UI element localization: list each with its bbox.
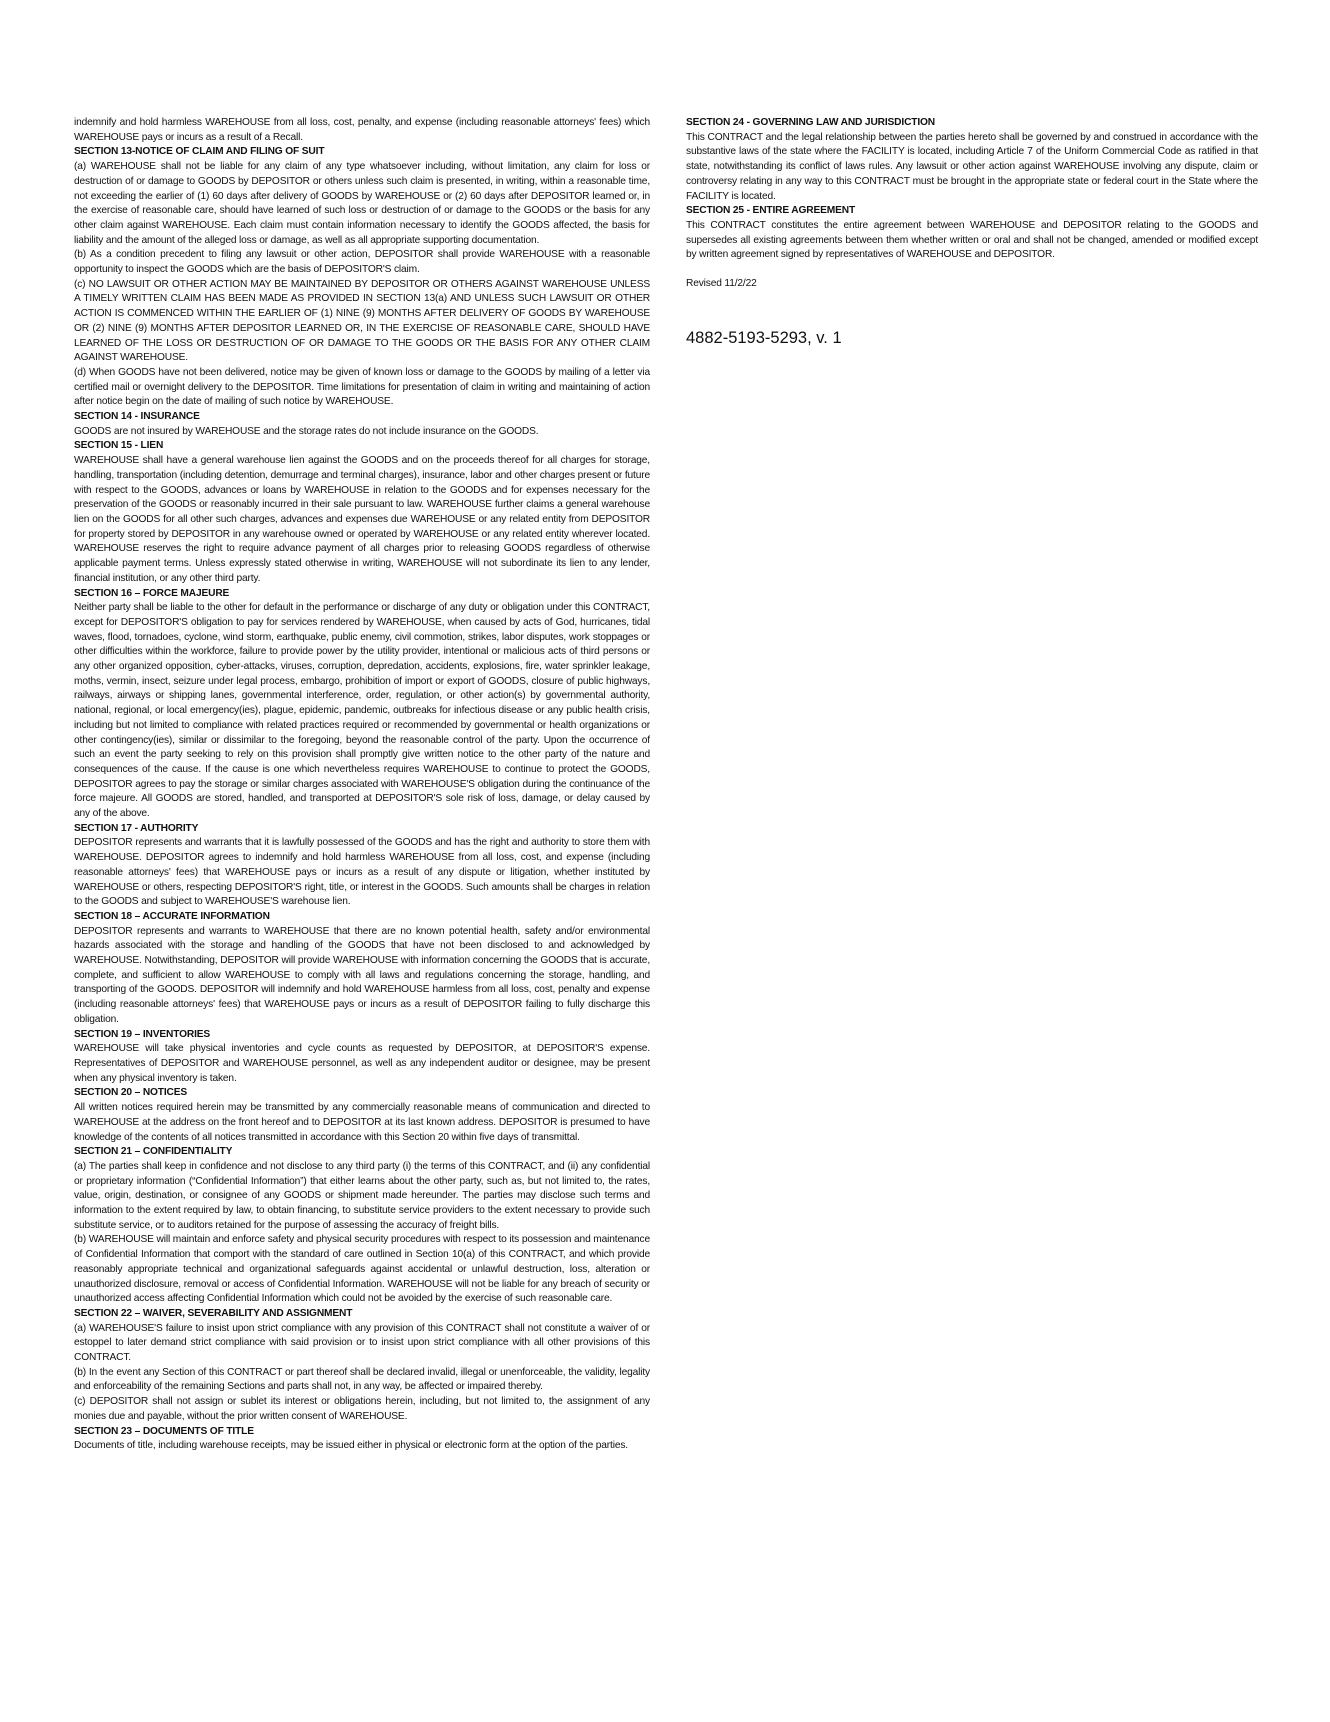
paragraph: Documents of title, including warehouse receipts, may be issued either in physical or electronic form at the option of the parties.: [74, 1440, 628, 1452]
paragraph: (a) WAREHOUSE'S failure to insist upon strict compliance with any provision of this CONTRACT shall not constitute a waiver of or estoppel to later demand strict compliance with said provision or to insist upon strict compliance with all other provisions of this CONTRACT.: [74, 1322, 650, 1364]
section-heading: SECTION 17 - AUTHORITY: [74, 822, 199, 834]
right-column: [686, 116, 1258, 348]
section-heading: SECTION 21 – CONFIDENTIALITY: [74, 1146, 233, 1158]
paragraph: This CONTRACT constitutes the entire agreement between WAREHOUSE and DEPOSITOR relating to the GOODS and supersedes all existing agreements between them whether written or oral and shall not be changed, amended or modified except by written agreement signed by representatives of WAREHOUSE and DEPOSITOR.: [686, 219, 1258, 261]
section-heading: SECTION 23 – DOCUMENTS OF TITLE: [74, 1425, 254, 1437]
section-heading: SECTION 16 – FORCE MAJEURE: [74, 587, 230, 599]
section-heading: SECTION 15 - LIEN: [74, 440, 164, 452]
paragraph: (b) In the event any Section of this CONTRACT or part thereof shall be declared invalid, illegal or unenforceable, the validity, legality and enforceability of the remaining Sections and parts shall not, in any way, be affected or impaired thereby.: [74, 1366, 650, 1393]
paragraph: Neither party shall be liable to the other for default in the performance or discharge of any duty or obligation under this CONTRACT, except for DEPOSITOR'S obligation to pay for services rendered by WAREHOUSE, when caused by acts of God, hurricanes, tidal waves, flood, tornadoes, cyclone, wind storm, earthquake, public enemy, civil commotion, strikes, labor disputes, work stoppages or other difficulties within the workforce, failure to provide power by the utility provider, intentional or malicious acts of third persons or any other organized opposition, cyber-attacks, viruses, corruption, depredation, accidents, explosions, fire, water sprinkler leakage, moths, vermin, insect, seizure under legal process, embargo, prohibition of import or export of GOODS, closure of public highways, railways, airways or shipping lanes, governmental interference, order, regulation, or other action(s) by governmental authority, national, regional, or local emergency(ies), plague, epidemic, pandemic, outbreaks for infectious disease or any public health crisis, including but not limited to compliance with related practices required or recommended by governmental or health organizations or other contingency(ies), similar or dissimilar to the foregoing, beyond the reasonable control of the party. Upon the occurrence of such an event the party seeking to rely on this provision shall promptly give written notice to the other party of the nature and consequences of the cause. If the cause is one which nevertheless requires WAREHOUSE to continue to protect the GOODS, DEPOSITOR agrees to pay the storage or similar charges associated with WAREHOUSE'S obligation during the continuance of the force majeure. All GOODS are stored, handled, and transported at DEPOSITOR'S sole risk of loss, damage, or delay caused by any of the above.: [74, 602, 650, 820]
right-sections: [686, 116, 1258, 263]
paragraph: (b) WAREHOUSE will maintain and enforce safety and physical security procedures with respect to its possession and maintenance of Confidential Information that comport with the standard of care outlined in Section 10(a) of this CONTRACT, and which provide reasonably appropriate technical and organizational safeguards against accidental or unlawful destruction, loss, alteration or unauthorized disclosure, removal or access of Confidential Information. WAREHOUSE will not be liable for any breach of security or unauthorized access affecting Confidential Information which could not be avoided by the exercise of such reasonable care.: [74, 1234, 650, 1305]
paragraph: (a) WAREHOUSE shall not be liable for any claim of any type whatsoever including, without limitation, any claim for loss or destruction of or damage to GOODS by DEPOSITOR or others unless such claim is presented, in writing, within a reasonable time, not exceeding the earlier of (1) 60 days after delivery of GOODS by WAREHOUSE or (2) 60 days after DEPOSITOR learned or, in the exercise of reasonable care, should have learned of such loss or destruction of or damage to the GOODS or the basis for any other claim against WAREHOUSE. Each claim must contain information necessary to identify the GOODS affected, the basis for liability and the amount of the alleged loss or damage, as well as all appropriate supporting documentation.: [74, 161, 650, 246]
document-id: 4882-5193-5293, v. 1: [686, 328, 842, 347]
paragraph: (d) When GOODS have not been delivered, notice may be given of known loss or damage to the GOODS by mailing of a letter via certified mail or overnight delivery to the DEPOSITOR. Time limitations for presentation of claim in writing and maintaining of action after notice begin on the date of mailing of such notice by WAREHOUSE.: [74, 366, 650, 408]
section-heading: SECTION 24 - GOVERNING LAW AND JURISDICTION: [686, 117, 936, 128]
paragraph: (a) The parties shall keep in confidence and not disclose to any third party (i) the terms of this CONTRACT, and (ii) any confidential or proprietary information (“Confidential Information”) that either learns about the other party, such as, but not limited to, the rates, value, origin, destination, or consignee of any GOODS or shipment made hereunder. The parties may disclose such terms and information to the extent required by law, to obtain financing, to substitute service providers to the extent necessary to provide such substitute service, or to auditors retained for the purpose of assessing the accuracy of freight bills.: [74, 1160, 650, 1231]
revised-date: Revised 11/2/22: [686, 278, 757, 290]
paragraph: (c) NO LAWSUIT OR OTHER ACTION MAY BE MAINTAINED BY DEPOSITOR OR OTHERS AGAINST WAREHOUSE UNLESS A TIMELY WRITTEN CLAIM HAS BEEN MADE AS PROVIDED IN SECTION 13(a) AND UNLESS SUCH LAWSUIT OR OTHER ACTION IS COMMENCED WITHIN THE EARLIER OF (1) NINE (9) MONTHS AFTER DELIVERY OF GOODS BY WAREHOUSE OR (2) NINE (9) MONTHS AFTER DEPOSITOR LEARNED OR, IN THE EXERCISE OF REASONABLE CARE, SHOULD HAVE LEARNED OF THE LOSS OR DESTRUCTION OF OR DAMAGE TO THE GOODS OR THE BASIS FOR ANY OTHER CLAIM AGAINST WAREHOUSE.: [74, 278, 650, 364]
paragraph: This CONTRACT and the legal relationship between the parties hereto shall be governed by and construed in accordance with the substantive laws of the state where the FACILITY is located, including Article 7 of the Uniform Commercial Code as ratified in that state, notwithstanding its conflict of laws rules. Any lawsuit or other action against WAREHOUSE involving any dispute, claim or controversy relating in any way to this CONTRACT must be brought in the appropriate state or federal court in the State where the FACILITY is located.: [686, 131, 1258, 202]
paragraph: indemnify and hold harmless WAREHOUSE from all loss, cost, penalty, and expense (including reasonable attorneys' fees) which WAREHOUSE pays or incurs as a result of a Recall.: [74, 117, 650, 143]
paragraph: (c) DEPOSITOR shall not assign or sublet its interest or obligations herein, including, but not limited to, the assignment of any monies due and payable, without the prior written consent of WAREHOUSE.: [74, 1396, 650, 1422]
paragraph: DEPOSITOR represents and warrants that it is lawfully possessed of the GOODS and has the right and authority to store them with WAREHOUSE. DEPOSITOR agrees to indemnify and hold harmless WAREHOUSE from all loss, cost, and expense (including reasonable attorneys' fees) that WAREHOUSE pays or incurs as a result of any dispute or litigation, whether instituted by WAREHOUSE or others, respecting DEPOSITOR'S right, title, or interest in the GOODS. Such amounts shall be charges in relation to the GOODS and subject to WAREHOUSE'S warehouse lien.: [74, 837, 650, 908]
paragraph: DEPOSITOR represents and warrants to WAREHOUSE that there are no known potential health, safety and/or environmental hazards associated with the storage and handling of the GOODS that have not been disclosed to and acknowledged by WAREHOUSE. Notwithstanding, DEPOSITOR will provide WAREHOUSE with information concerning the GOODS that is accurate, complete, and sufficient to allow WAREHOUSE to comply with all laws and regulations concerning the storage, handling, and transporting of the GOODS. DEPOSITOR will indemnify and hold WAREHOUSE harmless from all loss, cost, penalty and expense (including reasonable attorneys' fees) that WAREHOUSE pays or incurs as a result of DEPOSITOR failing to fully discharge this obligation.: [74, 925, 650, 1025]
paragraph: GOODS are not insured by WAREHOUSE and the storage rates do not include insurance on the GOODS.: [74, 425, 539, 437]
paragraph: WAREHOUSE will take physical inventories and cycle counts as requested by DEPOSITOR, at DEPOSITOR'S expense. Representatives of DEPOSITOR and WAREHOUSE personnel, as well as any independent auditor or designee, may be present when any physical inventory is taken.: [74, 1043, 650, 1084]
paragraph: All written notices required herein may be transmitted by any commercially reasonable means of communication and directed to WAREHOUSE at the address on the front hereof and to DEPOSITOR at its last known address. DEPOSITOR is presumed to have knowledge of the contents of all notices transmitted in accordance with this Section 20 within five days of transmittal.: [74, 1102, 650, 1143]
section-heading: SECTION 20 – NOTICES: [74, 1087, 188, 1099]
section-heading: SECTION 25 - ENTIRE AGREEMENT: [686, 205, 856, 217]
section-heading: SECTION 22 – WAIVER, SEVERABILITY AND ASSIGNMENT: [74, 1307, 353, 1319]
section-heading: SECTION 18 – ACCURATE INFORMATION: [74, 910, 270, 922]
paragraph: WAREHOUSE shall have a general warehouse lien against the GOODS and on the proceeds thereof for all charges for storage, handling, transportation (including detention, demurrage and terminal charges), insurance, labor and other charges present or future with respect to the GOODS, advances or loans by WAREHOUSE in relation to the GOODS and for expenses necessary for the preservation of the GOODS or reasonably incurred in their sale pursuant to law. WAREHOUSE further claims a general warehouse lien on the GOODS for all other such charges, advances and expenses due WAREHOUSE or any related entity from DEPOSITOR for property stored by DEPOSITOR in any warehouse owned or operated by WAREHOUSE or any related entity wherever located. WAREHOUSE reserves the right to require advance payment of all charges prior to releasing GOODS regardless of otherwise applicable payment terms. Unless expressly stated otherwise in writing, WAREHOUSE will not subordinate its lien to any lender, financial institution, or any other third party.: [74, 455, 650, 584]
left-column: [74, 116, 650, 1454]
paragraph: (b) As a condition precedent to filing any lawsuit or other action, DEPOSITOR shall provide WAREHOUSE with a reasonable opportunity to inspect the GOODS which are the basis of DEPOSITOR'S claim.: [74, 249, 650, 276]
section-heading: SECTION 19 – INVENTORIES: [74, 1028, 211, 1040]
section-heading: SECTION 14 - INSURANCE: [74, 411, 200, 423]
section-heading: SECTION 13-NOTICE OF CLAIM AND FILING OF SUIT: [74, 146, 325, 158]
